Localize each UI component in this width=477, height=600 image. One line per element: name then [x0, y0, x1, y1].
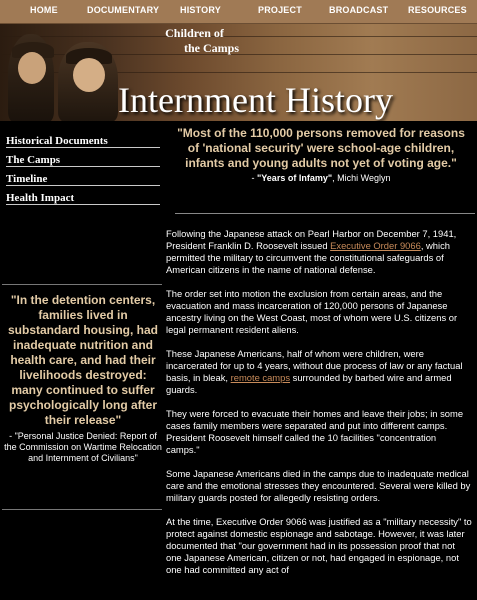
- nav-documentary-link[interactable]: DOCUMENTARY: [87, 5, 160, 15]
- cite-title: "Years of Infamy": [257, 173, 333, 183]
- paragraph: Some Japanese Americans died in the camps due to inadequate medical care and the emotional stresses they encountered. Several were killed by military guards posted for allegedly resisting orders.: [166, 468, 471, 503]
- nav-project-link[interactable]: PROJECT: [258, 5, 302, 15]
- sidebar-item-historical-documents[interactable]: [6, 135, 160, 154]
- sidebar-item-timeline[interactable]: [6, 173, 160, 192]
- paragraph: [166, 228, 472, 276]
- text-span: These Japanese Americans, half of whom were children, were incarcerated for up to 4 years, without due process of law or any factual basis, in bleak,: [166, 348, 463, 383]
- banner-subtitle-line2: the Camps: [184, 41, 240, 55]
- paragraph: They were forced to evacuate their homes and leave their jobs; in some cases family members were separated and put into different camps. President Roosevelt himself called the 10 facilities "concentration camps.": [166, 408, 464, 455]
- sidebar-nav: [6, 135, 160, 211]
- top-quote-citation: [176, 173, 466, 183]
- banner-subtitle-line1: Children of: [165, 26, 224, 40]
- text-span: Following the Japanese attack on Pearl Harbor on December 7, 1941, President Franklin D. Roosevelt issued: [166, 228, 457, 251]
- paragraph: At the time, Executive Order 9066 was justified as a "military necessity" to protect against domestic espionage and sabotage. However, it was later documented that "our government had in its possession proof that not one Japanese American, citizen or not, had engaged in espionage, not one had committed any act of: [166, 516, 472, 575]
- sidebar-item-label: Timeline: [6, 173, 48, 185]
- sidebar-item-the-camps[interactable]: [6, 154, 160, 173]
- remote-camps-link[interactable]: remote camps: [230, 372, 291, 383]
- top-nav-bar: [0, 0, 477, 24]
- paragraph: The order set into motion the exclusion from certain areas, and the evacuation and mass incarceration of 120,000 persons of Japanese ancestry living on the West Coast, most of whom were U.S. citizens or legal permanent resident aliens.: [166, 288, 458, 335]
- face-shape: [73, 58, 105, 92]
- divider: [2, 509, 162, 510]
- header-banner: [0, 24, 477, 121]
- text-span: surrounded by barbed wire and armed guards.: [166, 372, 452, 395]
- divider: [2, 284, 162, 285]
- left-pull-quote: [4, 293, 162, 464]
- sidebar-item-health-impact[interactable]: [6, 192, 160, 211]
- cite-author: , Michi Weglyn: [332, 173, 391, 183]
- sidebar-item-label: Health Impact: [6, 192, 75, 204]
- text-span: , which permitted the military to circumvent the constitutional safeguards of American citizens in the name of national defense.: [166, 240, 451, 275]
- nav-resources-link[interactable]: RESOURCES: [408, 5, 467, 15]
- article-body: [166, 228, 472, 588]
- page-title: Internment History: [118, 80, 393, 120]
- divider: [175, 213, 475, 214]
- nav-home-link[interactable]: HOME: [30, 5, 58, 15]
- left-quote-citation: - "Personal Justice Denied: Report of the Commission on Wartime Relocation and Internment of Civilians": [4, 431, 162, 463]
- top-quote-text: "Most of the 110,000 persons removed for reasons of 'national security' were school-age children, infants and young adults not yet of voting age.": [177, 126, 465, 170]
- nav-history-link[interactable]: HISTORY: [180, 5, 221, 15]
- face-shape: [18, 52, 46, 84]
- cite-prefix: -: [251, 173, 258, 183]
- top-pull-quote: [176, 126, 466, 183]
- left-quote-text: "In the detention centers, families lived in substandard housing, had inadequate nutrition and health care, and had their livelihoods destroyed: many continued to suffer psychologically long after their release": [7, 293, 158, 427]
- banner-subtitle: [150, 26, 239, 56]
- paragraph: [166, 348, 472, 396]
- sidebar-item-label: Historical Documents: [6, 135, 108, 147]
- sidebar-item-label: The Camps: [6, 154, 61, 166]
- executive-order-link[interactable]: Executive Order 9066: [330, 240, 421, 251]
- nav-broadcast-link[interactable]: BROADCAST: [329, 5, 389, 15]
